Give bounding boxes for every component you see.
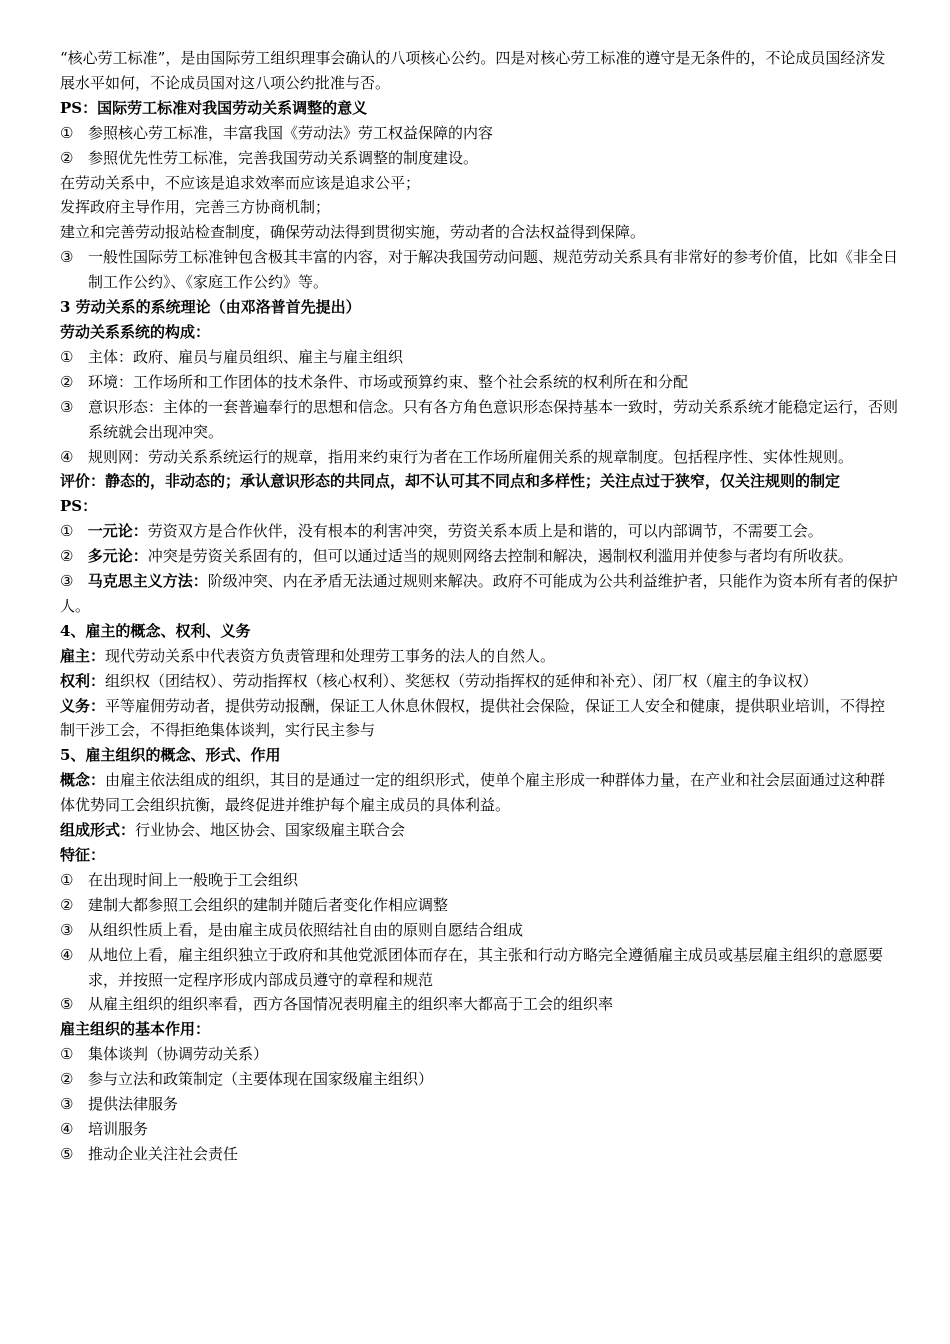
list-text: 从组织性质上看，是由雇主成员依照结社自由的原则自愿结合组成	[88, 920, 524, 939]
ps1-heading: PS：国际劳工标准对我国劳动关系调整的意义	[60, 98, 368, 117]
list-item	[60, 1042, 898, 1067]
features-heading: 特征：	[60, 846, 106, 864]
list-text: 培训服务	[88, 1119, 149, 1138]
list-text: 从雇主组织的组织率看，西方各国情况表明雇主的组织率大都高于工会的组织率	[88, 995, 614, 1014]
rights-text: 组织权（团结权）、劳动指挥权（核心权利）、奖惩权（劳动指挥权的延伸和补充）、闭厂权（雇主的争议权）	[105, 671, 818, 690]
employer-rights	[60, 669, 898, 694]
forms-text: 行业协会、地区协会、国家级雇主联合会	[135, 821, 406, 840]
theory-item	[60, 569, 898, 619]
list-item	[60, 918, 898, 943]
list-text: 参照核心劳工标准，丰富我国《劳动法》劳工权益保障的内容	[88, 123, 494, 142]
list-number: ⑤	[60, 1144, 74, 1163]
plain-paragraph: 发挥政府主导作用，完善三方协商机制；	[60, 198, 331, 217]
ps2-heading: PS：	[60, 497, 98, 516]
definition-text: 现代劳动关系中代表资方负责管理和处理劳工事务的法人的自然人。	[105, 646, 556, 665]
list-text: 在出现时间上一般晚于工会组织	[88, 870, 299, 889]
list-number: ②	[60, 547, 74, 566]
list-number: ①	[60, 347, 74, 366]
list-item	[60, 893, 898, 918]
theory-item	[60, 519, 898, 544]
section-5-heading: 5、雇主组织的概念、形式、作用	[60, 746, 281, 765]
roles-heading: 雇主组织的基本作用：	[60, 1020, 211, 1039]
theory-label: 多元论：	[87, 547, 148, 566]
list-text: 集体谈判（协调劳动关系）	[88, 1045, 269, 1064]
list-text: 从地位上看，雇主组织独立于政府和其他党派团体而存在，其主张和行动方略完全遵循雇主成员或基层雇主组织的意愿要求，并按照一定程序形成内部成员遵守的章程和规范	[88, 945, 884, 989]
list-item	[60, 345, 898, 370]
section-3-heading: 3 劳动关系的系统理论（由邓洛普首先提出）	[60, 298, 361, 317]
list-text: 意识形态：主体的一套普遍奉行的思想和信念。只有各方角色意识形态保持基本一致时，劳动关系系统才能稳定运行，否则系统就会出现冲突。	[88, 397, 899, 441]
section-4-heading: 4、雇主的概念、权利、义务	[60, 621, 251, 640]
document-body	[60, 46, 898, 1167]
list-text: 一般性国际劳工标准钟包含极其丰富的内容，对于解决我国劳动问题、规范劳动关系具有非常好的参考价值，比如《非全日制工作公约》、《家庭工作公约》等。	[88, 248, 899, 292]
list-number: ①	[60, 123, 74, 142]
employer-duties	[60, 694, 898, 744]
list-number: ③	[60, 248, 74, 267]
definition-label: 雇主：	[60, 646, 106, 665]
list-item	[60, 1117, 898, 1142]
list-number: ④	[60, 447, 74, 466]
list-number: ①	[60, 1045, 74, 1064]
list-text: 提供法律服务	[88, 1095, 179, 1114]
list-item	[60, 245, 898, 295]
list-item	[60, 992, 898, 1017]
list-number: ③	[60, 920, 74, 939]
list-item	[60, 868, 898, 893]
list-text: 参照优先性劳工标准，完善我国劳动关系调整的制度建设。	[88, 148, 479, 167]
list-number: ②	[60, 148, 74, 167]
list-number: ①	[60, 870, 74, 889]
list-text: 推动企业关注社会责任	[88, 1144, 239, 1163]
list-item	[60, 1092, 898, 1117]
concept-text: 由雇主依法组成的组织，其目的是通过一定的组织形式，使单个雇主形成一种群体力量，在产业和社会层面通过这种群体优势同工会组织抗衡，最终促进并维护每个雇主成员的具体利益。	[60, 771, 886, 815]
list-number: ②	[60, 895, 74, 914]
list-text: 建制大都参照工会组织的建制并随后者变化作相应调整	[88, 895, 449, 914]
list-text: 主体：政府、雇员与雇员组织、雇主与雇主组织	[88, 347, 404, 366]
list-item	[60, 395, 898, 445]
theory-text: 冲突是劳资关系固有的，但可以通过适当的规则网络去控制和解决，遏制权利滥用并使参与者均有所收获。	[147, 547, 853, 566]
list-text: 规则网：劳动关系系统运行的规章，指用来约束行为者在工作场所雇佣关系的规章制度。包括程序性、实体性规则。	[88, 447, 854, 466]
list-number: ②	[60, 1070, 74, 1089]
theory-label: 一元论：	[87, 522, 148, 541]
list-number: ③	[60, 1095, 74, 1114]
rights-label: 权利：	[60, 671, 106, 690]
intro-paragraph: “核心劳工标准”，是由国际劳工组织理事会确认的八项核心公约。四是对核心劳工标准的遵守是无条件的，不论成员国经济发展水平如何，不论成员国对这八项公约批准与否。	[60, 49, 886, 92]
org-forms	[60, 818, 898, 843]
list-number: ④	[60, 1119, 74, 1138]
theory-item	[60, 544, 898, 569]
list-item	[60, 1067, 898, 1092]
theory-label: 马克思主义方法：	[87, 572, 208, 591]
plain-paragraph: 建立和完善劳动报站检查制度，确保劳动法得到贯彻实施，劳动者的合法权益得到保障。	[60, 223, 646, 242]
list-item	[60, 121, 898, 146]
theory-text: 劳资双方是合作伙伴，没有根本的利害冲突，劳资关系本质上是和谐的，可以内部调节，不需要工会。	[147, 522, 823, 541]
list-item	[60, 1142, 898, 1167]
list-number: ①	[60, 522, 74, 541]
employer-definition	[60, 644, 898, 669]
list-text: 参与立法和政策制定（主要体现在国家级雇主组织）	[88, 1070, 434, 1089]
list-number: ⑤	[60, 995, 74, 1014]
theory-text: 阶级冲突、内在矛盾无法通过规则来解决。政府不可能成为公共利益维护者，只能作为资本所有者的保护人。	[60, 572, 898, 615]
list-text: 环境：工作场所和工作团体的技术条件、市场或预算约束、整个社会系统的权利所在和分配	[88, 372, 689, 391]
concept-label: 概念：	[60, 771, 106, 790]
list-item	[60, 370, 898, 395]
forms-label: 组成形式：	[60, 821, 136, 840]
list-number: ③	[60, 572, 74, 591]
list-number: ④	[60, 945, 74, 964]
section-3-subheading: 劳动关系系统的构成：	[60, 322, 211, 341]
list-number: ②	[60, 372, 74, 391]
list-item	[60, 943, 898, 993]
duties-label: 义务：	[60, 696, 106, 715]
list-item	[60, 146, 898, 171]
org-concept	[60, 768, 898, 818]
list-item	[60, 445, 898, 470]
evaluation-paragraph: 评价：静态的，非动态的；承认意识形态的共同点，却不认可其不同点和多样性；关注点过于狭窄，仅关注规则的制定	[60, 472, 841, 491]
duties-text: 平等雇佣劳动者，提供劳动报酬，保证工人休息休假权，提供社会保险，保证工人安全和健康，提供职业培训，不得控制干涉工会，不得拒绝集体谈判，实行民主参与	[60, 696, 886, 740]
list-number: ③	[60, 397, 74, 416]
plain-paragraph: 在劳动关系中，不应该是追求效率而应该是追求公平；	[60, 173, 421, 192]
